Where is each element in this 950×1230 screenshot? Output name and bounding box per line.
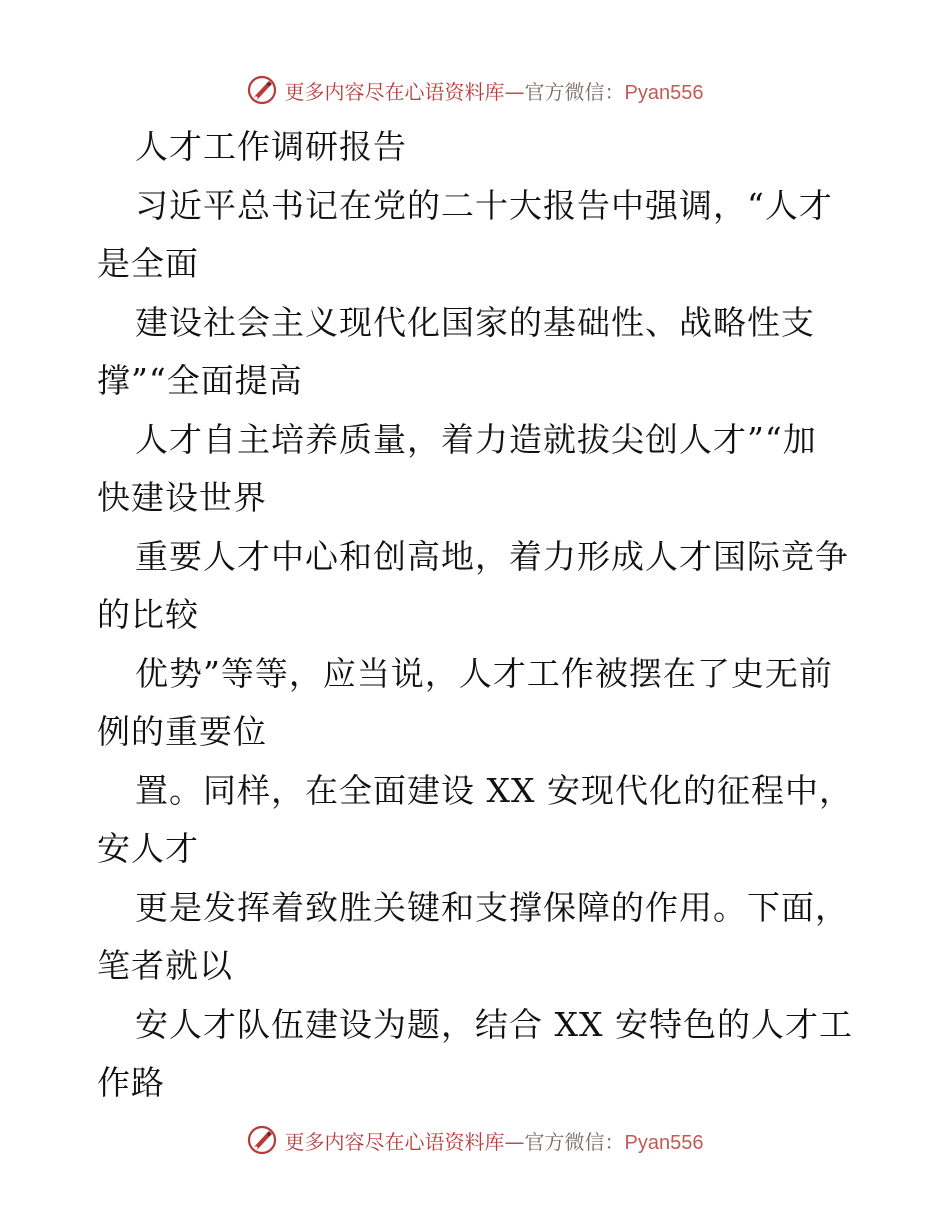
text-line: 安人才 bbox=[97, 829, 199, 868]
banner-main-text: 更多内容尽在心语资料库 bbox=[284, 1129, 505, 1154]
pen-logo-icon bbox=[247, 75, 277, 105]
banner-wechat-label: 官方微信： bbox=[524, 79, 625, 104]
text-line: 优势”等等，应当说，人才工作被摆在了史无前 bbox=[135, 653, 833, 693]
text-line: 重要人才中心和创高地，着力形成人才国际竞争 bbox=[135, 536, 849, 576]
text-line: 置。同样，在全面建设 XX 安现代化的征程中， bbox=[135, 770, 853, 810]
banner-wechat-handle: Pyan556 bbox=[624, 81, 704, 104]
banner-text bbox=[285, 1126, 704, 1155]
text-line: 人才工作调研报告 bbox=[135, 127, 407, 166]
text-line: 是全面 bbox=[97, 244, 199, 283]
text-line: 快建设世界 bbox=[97, 478, 267, 517]
banner-separator: — bbox=[504, 79, 525, 104]
text-line: 建设社会主义现代化国家的基础性、战略性支 bbox=[135, 302, 815, 342]
pen-logo-icon bbox=[247, 1125, 277, 1155]
text-line: 笔者就以 bbox=[97, 946, 233, 985]
text-line: 撑”“全面提高 bbox=[97, 361, 303, 400]
banner-wechat-label: 官方微信： bbox=[524, 1129, 625, 1154]
document-body bbox=[97, 118, 857, 1113]
banner-separator: — bbox=[504, 1129, 525, 1154]
text-line: 人才自主培养质量，着力造就拔尖创人才”“加 bbox=[135, 419, 817, 459]
banner-text bbox=[285, 76, 704, 105]
banner-wechat-handle: Pyan556 bbox=[624, 1131, 704, 1154]
text-line: 更是发挥着致胜关键和支撑保障的作用。下面， bbox=[135, 887, 849, 927]
banner-main-text: 更多内容尽在心语资料库 bbox=[284, 79, 505, 104]
footer-watermark-banner bbox=[0, 1120, 950, 1160]
text-line: 的比较 bbox=[97, 595, 199, 634]
text-line: 例的重要位 bbox=[97, 712, 267, 751]
text-line: 习近平总书记在党的二十大报告中强调，“人才 bbox=[135, 185, 833, 225]
header-watermark-banner bbox=[0, 70, 950, 110]
text-line: 安人才队伍建设为题，结合 XX 安特色的人才工 bbox=[135, 1004, 853, 1044]
text-line: 作路 bbox=[97, 1063, 165, 1102]
